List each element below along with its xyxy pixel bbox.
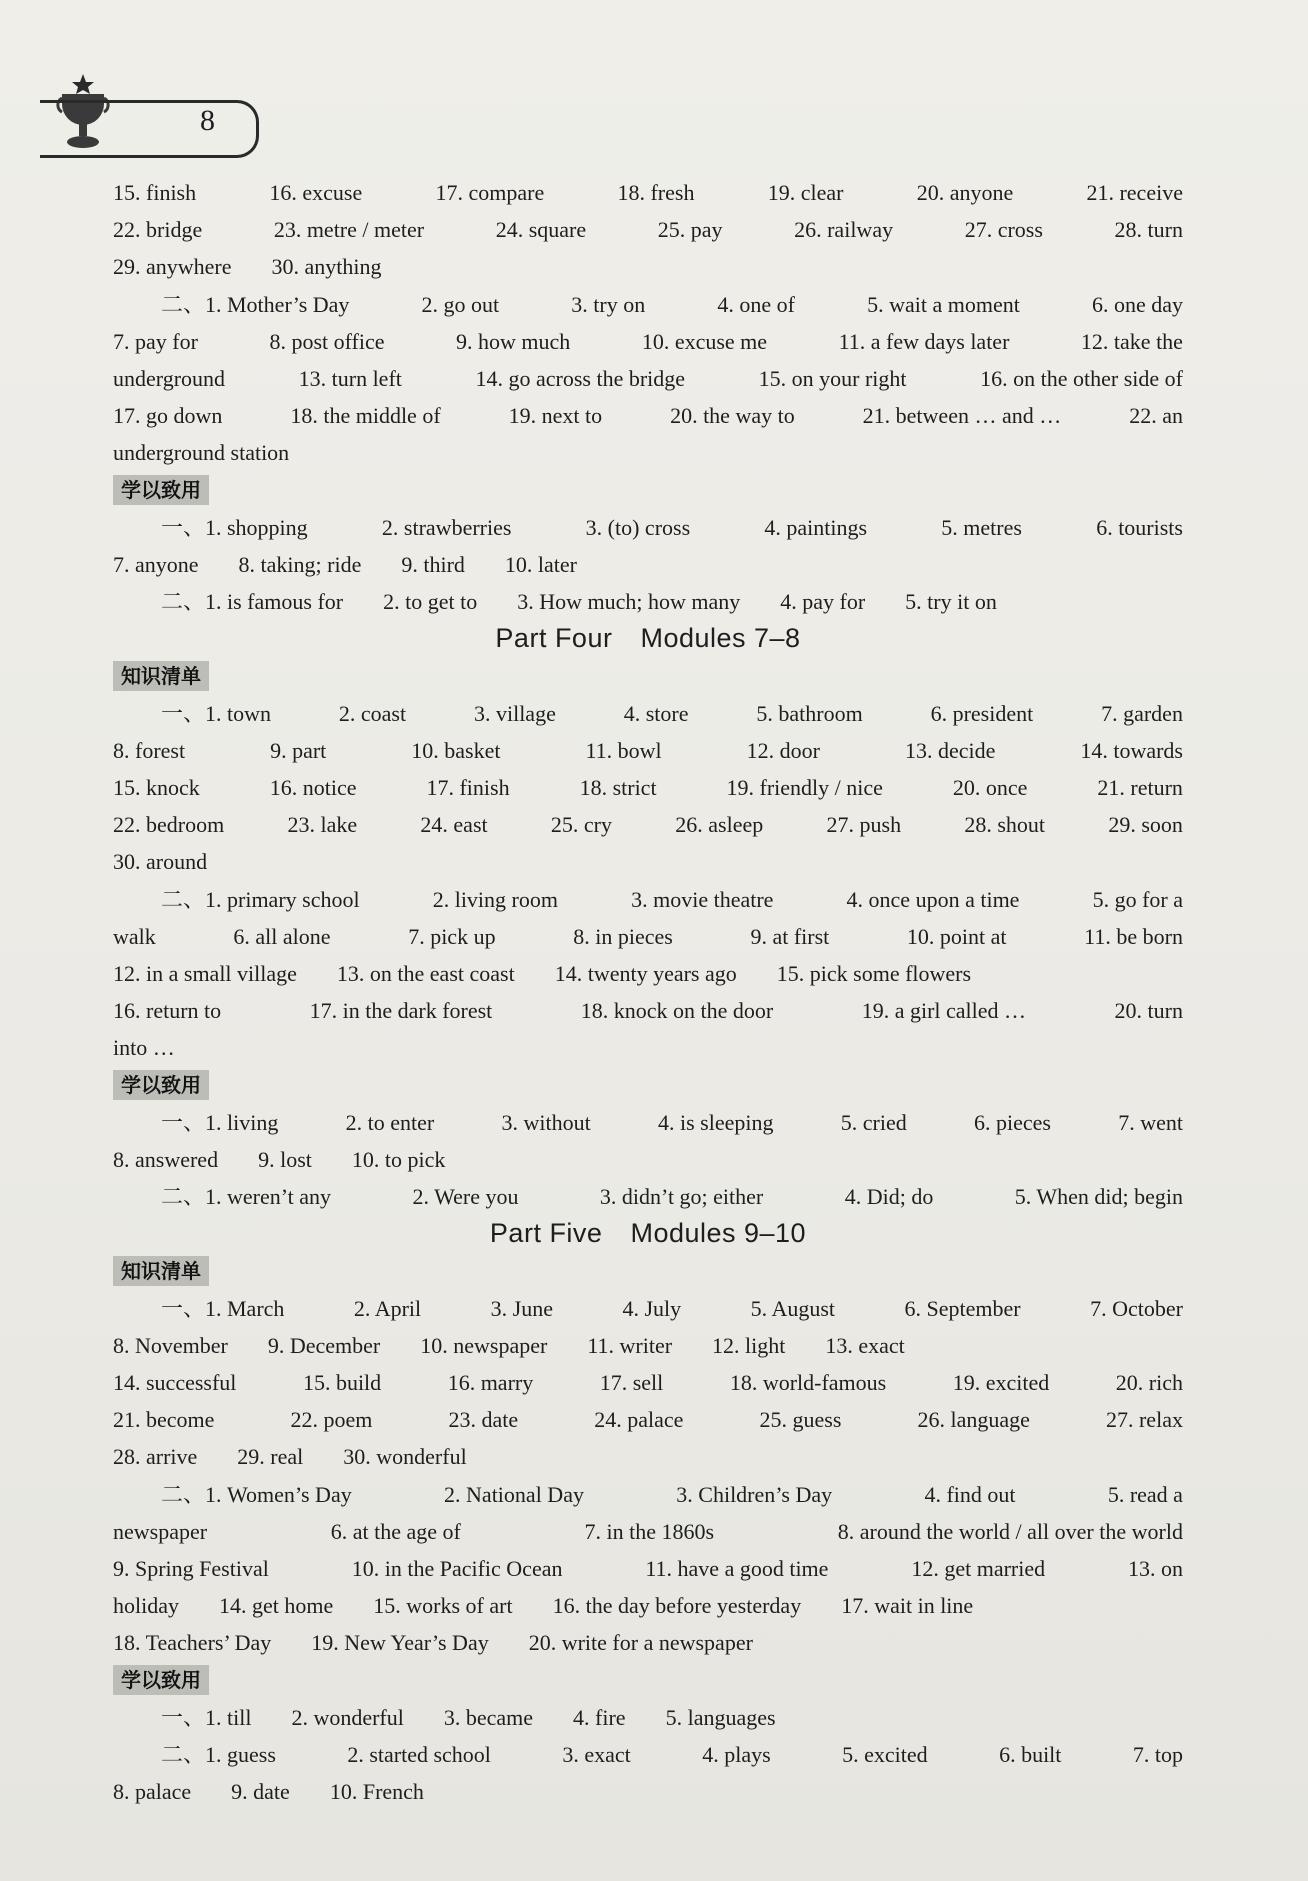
- part-heading-text: Modules 9–10: [630, 1218, 807, 1249]
- answer-item: 2. National Day: [444, 1481, 584, 1507]
- answer-item: 27. push: [826, 812, 902, 838]
- answer-item: 3. (to) cross: [585, 514, 691, 540]
- answer-item: 一、1. till: [161, 1704, 252, 1730]
- answer-item: 24. square: [495, 217, 587, 243]
- answer-item: 14. successful: [113, 1370, 237, 1395]
- answer-item: 4. fire: [573, 1704, 626, 1730]
- answer-item: 5. try it on: [905, 589, 997, 615]
- answer-item: holiday: [113, 1593, 179, 1619]
- part-heading-text: Part Five: [489, 1218, 603, 1249]
- answer-item: 13. turn left: [298, 365, 402, 391]
- answer-item: 9. part: [270, 737, 327, 763]
- answer-item: 19. next to: [508, 403, 603, 429]
- answer-line: [113, 1364, 1183, 1401]
- answer-line: [113, 1773, 1183, 1810]
- answer-item: 17. go down: [113, 403, 223, 429]
- answer-line: [113, 1401, 1183, 1438]
- answer-item: 8. in pieces: [573, 923, 673, 949]
- answer-item: 16. the day before yesterday: [552, 1593, 802, 1619]
- answer-item: 20. once: [952, 775, 1028, 800]
- answer-line: [113, 806, 1183, 843]
- answer-item: 5. cried: [840, 1109, 907, 1135]
- answer-item: 10. newspaper: [420, 1332, 548, 1358]
- answer-item: 15. finish: [113, 180, 197, 205]
- answer-item: 15. pick some flowers: [776, 960, 972, 986]
- answer-item: 5. metres: [941, 514, 1022, 540]
- answer-item: 4. July: [622, 1295, 682, 1321]
- answer-item: 10. to pick: [351, 1146, 446, 1172]
- answer-content: [113, 174, 1183, 1810]
- answer-item: 20. turn: [1114, 998, 1183, 1024]
- answer-item: 16. return to: [113, 998, 222, 1024]
- answer-item: 16. notice: [269, 775, 357, 800]
- answer-item: 23. lake: [287, 812, 358, 838]
- answer-item: 20. rich: [1115, 1370, 1183, 1395]
- answer-item: 13. decide: [904, 737, 996, 763]
- answer-item: 26. asleep: [675, 812, 764, 838]
- answer-line: [113, 546, 1183, 583]
- answer-item: 22. bridge: [113, 217, 203, 243]
- answer-item: 18. fresh: [617, 180, 695, 205]
- section-tag-row: [113, 472, 1183, 509]
- part-heading: [113, 1215, 1183, 1252]
- answer-item: 4. store: [623, 700, 689, 726]
- answer-item: 4. Did; do: [844, 1184, 934, 1210]
- answer-item: 9. at first: [750, 923, 830, 949]
- answer-item: 17. in the dark forest: [309, 998, 493, 1024]
- answer-item: 3. Children’s Day: [676, 1481, 833, 1507]
- answer-item: 5. wait a moment: [867, 291, 1020, 317]
- answer-item: 一、1. town: [161, 700, 272, 726]
- answer-item: 14. get home: [219, 1593, 334, 1619]
- answer-item: 一、1. living: [161, 1109, 279, 1135]
- answer-item: 23. date: [448, 1407, 519, 1433]
- answer-line: [113, 248, 1183, 285]
- answer-line: [113, 843, 1183, 880]
- answer-item: 9. how much: [456, 328, 571, 354]
- answer-item: 3. became: [443, 1704, 534, 1730]
- answer-item: 21. return: [1097, 775, 1183, 800]
- answer-item: 17. wait in line: [841, 1593, 974, 1619]
- answer-item: 10. point at: [906, 923, 1007, 949]
- answer-item: 12. get married: [911, 1555, 1046, 1581]
- answer-item: 18. Teachers’ Day: [113, 1630, 272, 1656]
- answer-item: 16. excuse: [269, 180, 363, 205]
- answer-item: 4. one of: [717, 291, 795, 317]
- answer-item: 9. lost: [258, 1146, 312, 1172]
- answer-item: 9. Spring Festival: [113, 1555, 269, 1581]
- answer-item: 2. living room: [432, 886, 558, 912]
- answer-item: 3. village: [473, 700, 556, 726]
- answer-item: 2. to get to: [383, 589, 478, 615]
- answer-item: 15. knock: [113, 775, 200, 800]
- section-tag: 知识清单: [113, 1256, 209, 1286]
- answer-item: 11. writer: [587, 1332, 673, 1358]
- answer-item: 3. June: [490, 1295, 553, 1321]
- answer-item: 5. August: [750, 1295, 836, 1321]
- part-heading-text: Modules 7–8: [640, 623, 801, 654]
- answer-item: 20. anyone: [916, 180, 1014, 205]
- answer-item: 3. didn’t go; either: [599, 1184, 764, 1210]
- answer-item: 15. on your right: [758, 365, 907, 391]
- answer-item: 6. pieces: [973, 1109, 1051, 1135]
- answer-item: 6. September: [904, 1295, 1021, 1321]
- answer-item: 22. an: [1129, 403, 1183, 429]
- answer-item: 3. How much; how many: [517, 589, 741, 615]
- answer-item: 二、1. Women’s Day: [161, 1481, 352, 1507]
- answer-item: 8. forest: [113, 737, 186, 763]
- section-tag-row: [113, 657, 1183, 694]
- answer-item: 16. marry: [447, 1370, 534, 1395]
- answer-item: 20. write for a newspaper: [528, 1630, 753, 1656]
- answer-item: 6. at the age of: [330, 1518, 461, 1544]
- answer-item: 4. paintings: [764, 514, 868, 540]
- answer-line: [113, 509, 1183, 546]
- page-header-tab: [40, 100, 259, 158]
- answer-item: 2. to enter: [345, 1109, 435, 1135]
- answer-item: 21. become: [113, 1407, 215, 1433]
- answer-item: 22. poem: [290, 1407, 373, 1433]
- answer-line: [113, 1029, 1183, 1066]
- answer-item: 2. wonderful: [291, 1704, 404, 1730]
- answer-line: [113, 881, 1183, 918]
- answer-item: 2. strawberries: [381, 514, 512, 540]
- answer-item: 2. Were you: [412, 1184, 519, 1210]
- answer-item: 20. the way to: [670, 403, 795, 429]
- answer-item: 6. all alone: [233, 923, 331, 949]
- answer-line: [113, 695, 1183, 732]
- answer-item: 10. basket: [411, 737, 501, 763]
- part-heading: [113, 620, 1183, 657]
- answer-item: 19. clear: [767, 180, 844, 205]
- section-tag-row: [113, 1252, 1183, 1289]
- page-number: 8: [200, 104, 215, 137]
- answer-item: 6. president: [930, 700, 1034, 726]
- answer-line: [113, 992, 1183, 1029]
- answer-item: 17. finish: [426, 775, 510, 800]
- answer-item: 26. railway: [794, 217, 894, 243]
- answer-line: [113, 397, 1183, 434]
- answer-line: [113, 1587, 1183, 1624]
- answer-item: 22. bedroom: [113, 812, 225, 838]
- answer-line: [113, 955, 1183, 992]
- answer-item: 12. light: [712, 1332, 786, 1358]
- answer-line: [113, 1699, 1183, 1736]
- answer-item: 9. date: [231, 1779, 290, 1805]
- answer-item: 8. taking; ride: [238, 551, 362, 577]
- answer-item: 5. go for a: [1092, 886, 1183, 912]
- answer-item: 19. a girl called …: [861, 998, 1027, 1024]
- answer-line: [113, 1438, 1183, 1475]
- answer-item: 15. build: [302, 1370, 382, 1395]
- answer-item: 7. anyone: [113, 551, 199, 577]
- answer-item: 二、1. primary school: [161, 886, 360, 912]
- answer-item: 11. a few days later: [838, 328, 1010, 354]
- answer-item: 16. on the other side of: [980, 365, 1183, 391]
- answer-item: 4. pay for: [780, 589, 866, 615]
- section-tag: 学以致用: [113, 475, 209, 505]
- answer-item: 12. door: [746, 737, 820, 763]
- answer-item: 13. exact: [825, 1332, 905, 1358]
- answer-item: 21. receive: [1086, 180, 1183, 205]
- answer-item: 5. excited: [842, 1741, 928, 1767]
- answer-item: newspaper: [113, 1518, 208, 1544]
- answer-item: 11. be born: [1084, 923, 1183, 949]
- answer-item: 10. excuse me: [641, 328, 768, 354]
- answer-item: 7. October: [1090, 1295, 1183, 1321]
- answer-item: 29. soon: [1108, 812, 1183, 838]
- answer-item: 29. anywhere: [113, 254, 232, 280]
- answer-item: 19. excited: [952, 1370, 1050, 1395]
- answer-item: 一、1. March: [161, 1295, 285, 1321]
- answer-item: 7. pick up: [408, 923, 496, 949]
- answer-line: [113, 174, 1183, 211]
- answer-item: 7. in the 1860s: [584, 1518, 715, 1544]
- answer-item: 二、1. weren’t any: [161, 1184, 332, 1210]
- answer-item: 27. relax: [1105, 1407, 1183, 1433]
- answer-item: 7. top: [1132, 1741, 1183, 1767]
- answer-item: 8. around the world / all over the world: [837, 1518, 1183, 1544]
- answer-item: 8. November: [113, 1332, 228, 1358]
- answer-item: 3. movie theatre: [631, 886, 774, 912]
- answer-item: 24. east: [420, 812, 488, 838]
- answer-item: 7. pay for: [113, 328, 198, 354]
- answer-item: 3. without: [501, 1109, 591, 1135]
- answer-item: 29. real: [237, 1444, 304, 1470]
- answer-item: 14. go across the bridge: [475, 365, 686, 391]
- answer-item: underground: [113, 365, 226, 391]
- answer-item: 19. friendly / nice: [726, 775, 883, 800]
- answer-item: 10. in the Pacific Ocean: [351, 1555, 563, 1581]
- answer-item: 18. world-famous: [729, 1370, 887, 1395]
- answer-item: 10. French: [329, 1779, 424, 1805]
- answer-item: underground station: [113, 440, 290, 466]
- answer-item: 30. anything: [271, 254, 382, 280]
- answer-item: 2. started school: [347, 1741, 491, 1767]
- answer-line: [113, 732, 1183, 769]
- answer-line: [113, 360, 1183, 397]
- section-tag: 学以致用: [113, 1070, 209, 1100]
- answer-item: 4. once upon a time: [846, 886, 1020, 912]
- answer-item: 28. shout: [964, 812, 1046, 838]
- answer-item: 17. sell: [599, 1370, 664, 1395]
- answer-item: 5. bathroom: [756, 700, 863, 726]
- answer-item: 2. April: [353, 1295, 422, 1321]
- part-heading-text: Part Four: [495, 623, 613, 654]
- answer-line: [113, 1290, 1183, 1327]
- answer-item: 一、1. shopping: [161, 514, 308, 540]
- answer-item: 4. find out: [924, 1481, 1016, 1507]
- section-tag-row: [113, 1067, 1183, 1104]
- answer-item: 8. post office: [269, 328, 385, 354]
- answer-line: [113, 1550, 1183, 1587]
- answer-item: 18. strict: [579, 775, 657, 800]
- answer-item: 12. in a small village: [113, 960, 297, 986]
- answer-item: 28. arrive: [113, 1444, 198, 1470]
- answer-item: walk: [113, 923, 156, 949]
- answer-item: 3. try on: [571, 291, 646, 317]
- answer-item: 5. read a: [1107, 1481, 1183, 1507]
- answer-line: [113, 1513, 1183, 1550]
- answer-item: 7. went: [1118, 1109, 1183, 1135]
- answer-item: 11. have a good time: [645, 1555, 829, 1581]
- answer-item: 30. wonderful: [343, 1444, 467, 1470]
- answer-item: 25. cry: [550, 812, 612, 838]
- answer-item: 25. pay: [657, 217, 723, 243]
- answer-item: 30. around: [113, 849, 208, 875]
- answer-item: 21. between … and …: [862, 403, 1062, 429]
- answer-item: 27. cross: [964, 217, 1043, 243]
- answer-item: 二、1. guess: [161, 1741, 276, 1767]
- answer-item: 2. coast: [338, 700, 407, 726]
- answer-item: 6. tourists: [1096, 514, 1183, 540]
- answer-item: 18. knock on the door: [580, 998, 774, 1024]
- answer-line: [113, 1178, 1183, 1215]
- answer-item: 13. on: [1128, 1555, 1183, 1581]
- answer-item: 3. exact: [562, 1741, 631, 1767]
- answer-line: [113, 1141, 1183, 1178]
- answer-item: 8. answered: [113, 1146, 219, 1172]
- answer-line: [113, 769, 1183, 806]
- answer-item: 25. guess: [759, 1407, 842, 1433]
- answer-item: 5. languages: [665, 1704, 776, 1730]
- answer-line: [113, 1624, 1183, 1661]
- answer-item: 18. the middle of: [290, 403, 441, 429]
- answer-item: into …: [113, 1035, 175, 1061]
- answer-item: 6. one day: [1091, 291, 1183, 317]
- answer-item: 17. compare: [435, 180, 545, 205]
- answer-item: 15. works of art: [373, 1593, 513, 1619]
- answer-line: [113, 211, 1183, 248]
- answer-line: [113, 1104, 1183, 1141]
- answer-item: 二、1. is famous for: [161, 589, 344, 615]
- answer-item: 12. take the: [1080, 328, 1183, 354]
- answer-item: 14. towards: [1080, 737, 1183, 763]
- answer-item: 23. metre / meter: [273, 217, 425, 243]
- answer-line: [113, 1736, 1183, 1773]
- answer-item: 28. turn: [1114, 217, 1183, 243]
- answer-item: 9. third: [401, 551, 465, 577]
- answer-line: [113, 918, 1183, 955]
- answer-item: 6. built: [999, 1741, 1062, 1767]
- answer-item: 26. language: [917, 1407, 1030, 1433]
- answer-item: 7. garden: [1101, 700, 1183, 726]
- answer-line: [113, 434, 1183, 471]
- section-tag: 知识清单: [113, 661, 209, 691]
- answer-line: [113, 1476, 1183, 1513]
- answer-item: 19. New Year’s Day: [311, 1630, 489, 1656]
- answer-item: 24. palace: [594, 1407, 684, 1433]
- answer-item: 11. bowl: [585, 737, 662, 763]
- answer-item: 10. later: [504, 551, 577, 577]
- answer-item: 4. plays: [702, 1741, 771, 1767]
- answer-item: 8. palace: [113, 1779, 192, 1805]
- answer-item: 13. on the east coast: [336, 960, 515, 986]
- answer-item: 14. twenty years ago: [554, 960, 737, 986]
- section-tag: 学以致用: [113, 1665, 209, 1695]
- answer-item: 5. When did; begin: [1014, 1184, 1183, 1210]
- answer-line: [113, 1327, 1183, 1364]
- answer-line: [113, 286, 1183, 323]
- section-tag-row: [113, 1662, 1183, 1699]
- answer-item: 二、1. Mother’s Day: [161, 291, 350, 317]
- answer-line: [113, 583, 1183, 620]
- answer-item: 4. is sleeping: [657, 1109, 774, 1135]
- answer-line: [113, 323, 1183, 360]
- answer-item: 9. December: [267, 1332, 381, 1358]
- answer-item: 2. go out: [421, 291, 500, 317]
